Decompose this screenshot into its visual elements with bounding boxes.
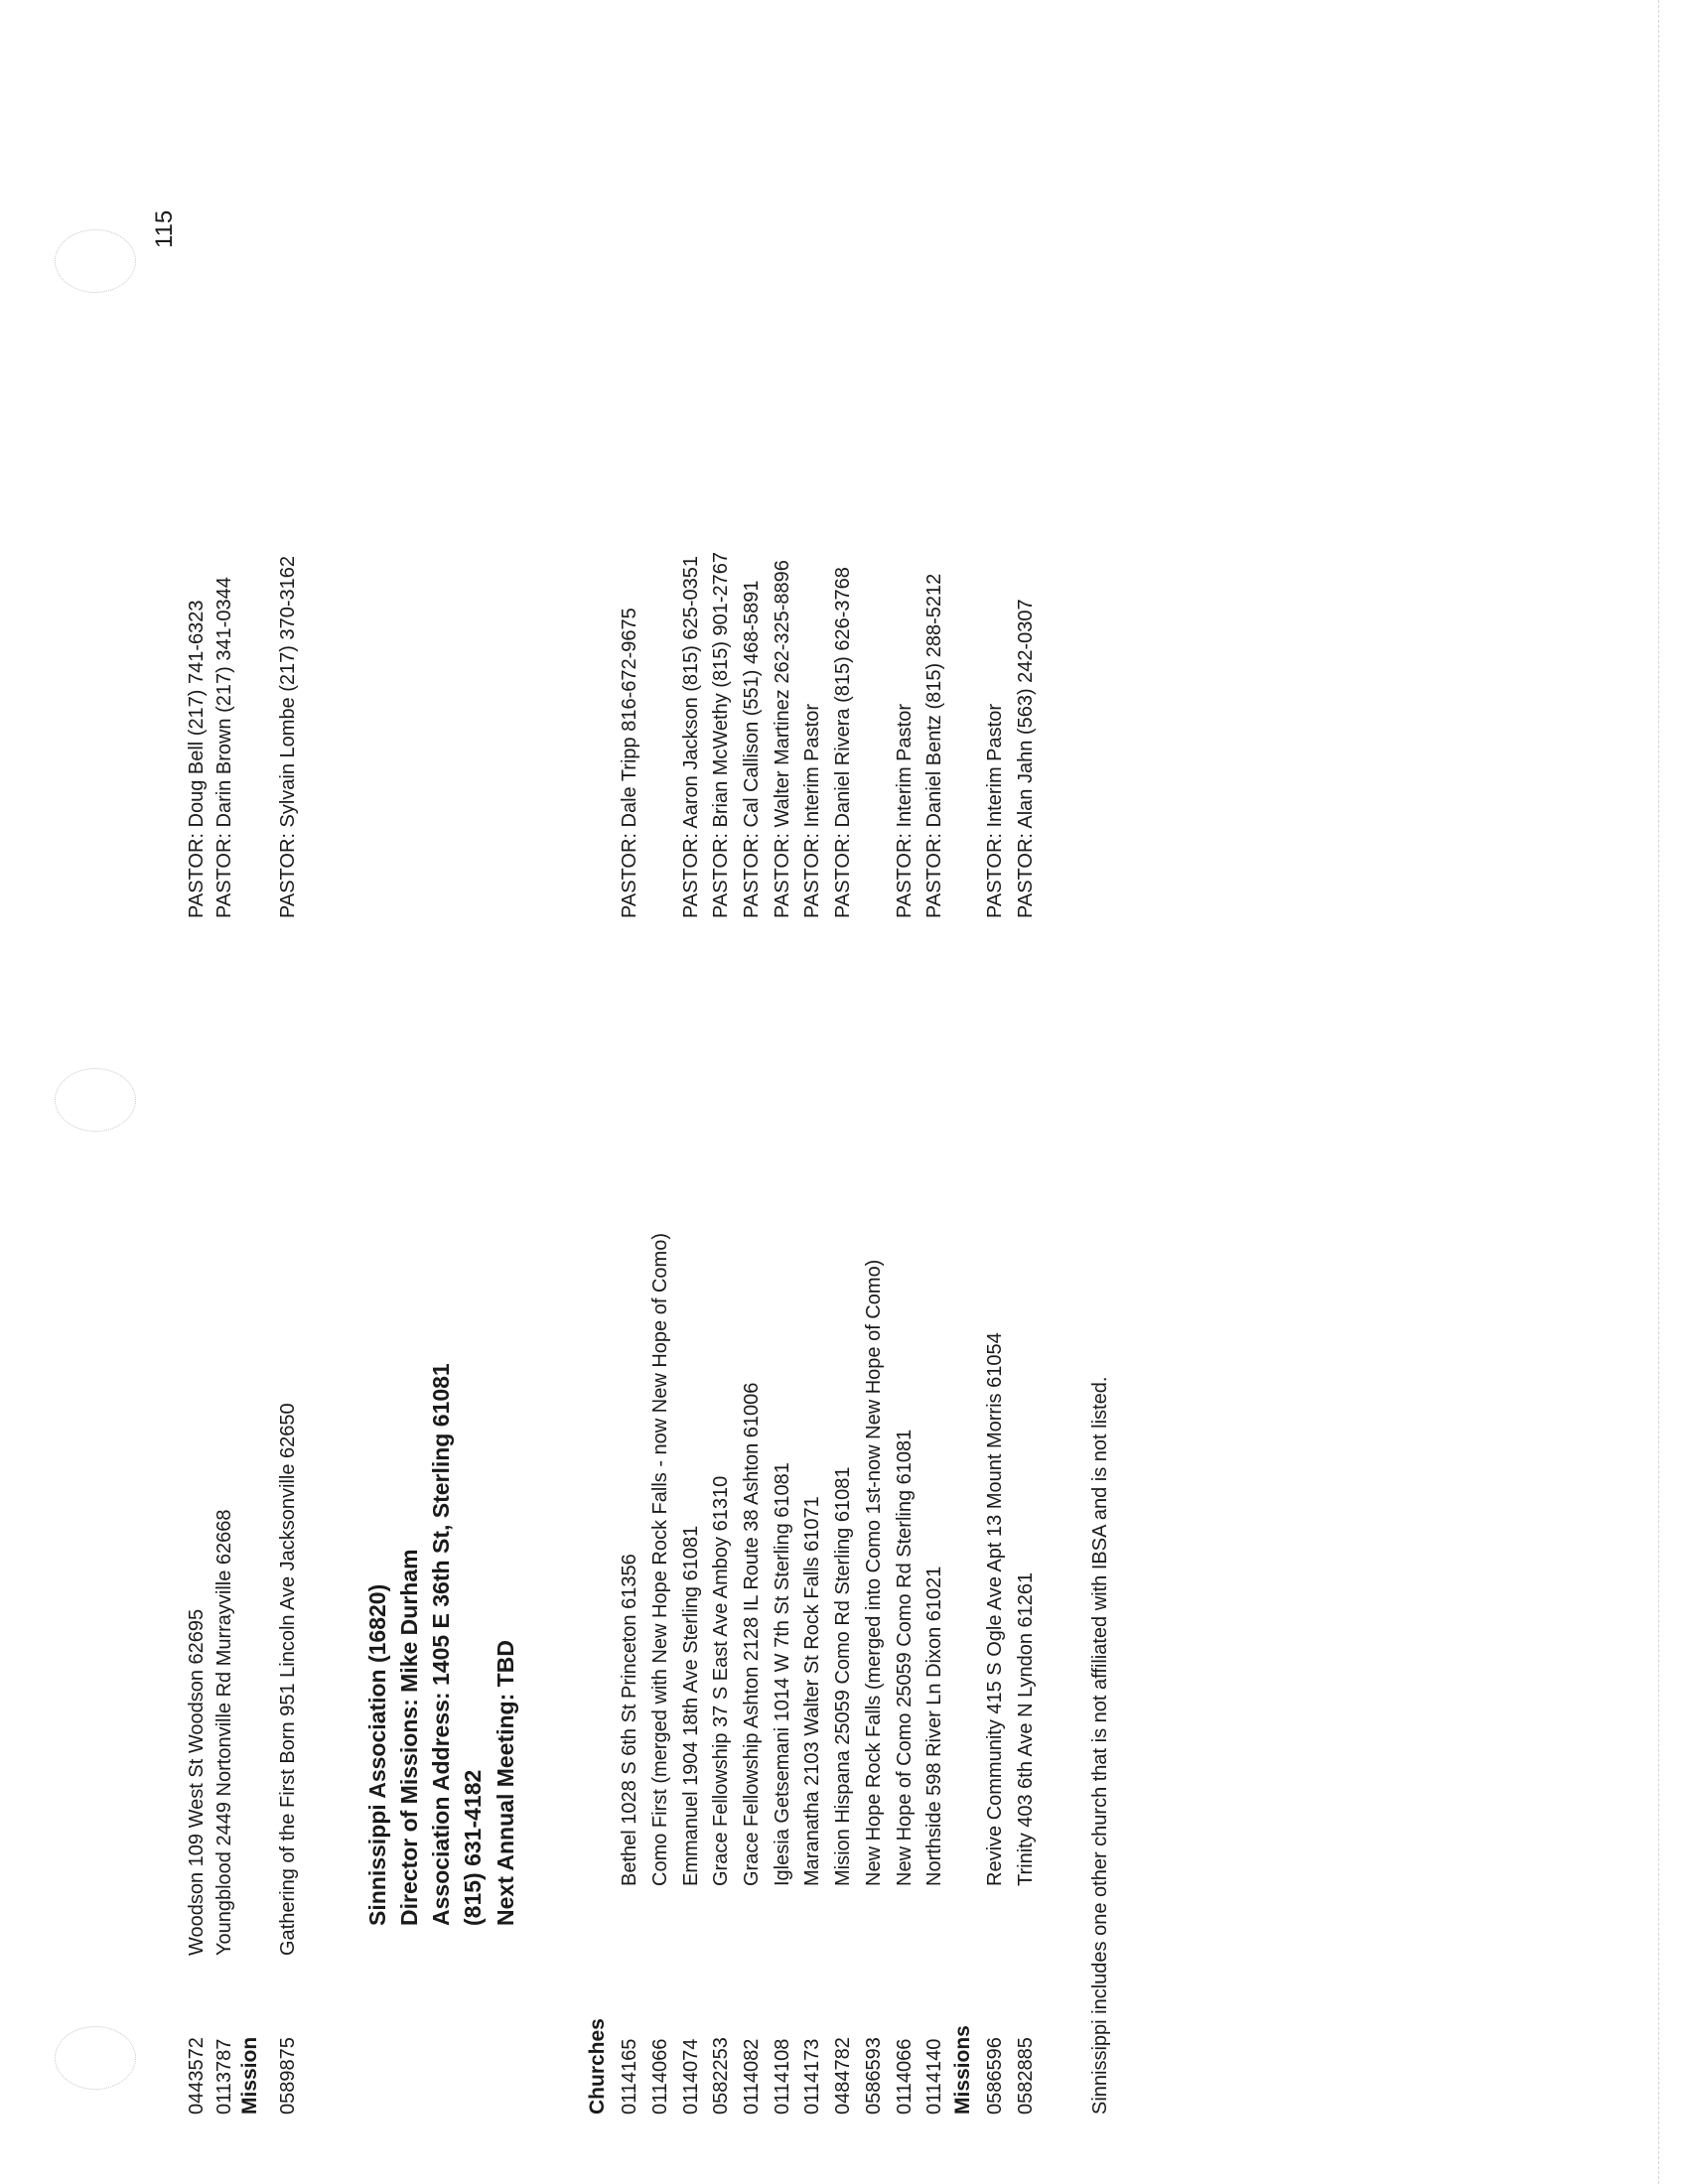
footnote: Sinnissippi includes one other church that is not affiliated with IBSA and is not listed. xyxy=(1089,1376,1111,2115)
church-id: 0114140 xyxy=(923,2038,945,2115)
pastor-info: PASTOR: Darin Brown (217) 341-0344 xyxy=(213,577,235,918)
church-id: 0114074 xyxy=(680,2038,702,2115)
church-name: New Hope of Como 25059 Como Rd Sterling 61081 xyxy=(894,1429,916,1886)
church-name: Woodson 109 West St Woodson 62695 xyxy=(186,1608,208,1956)
mission-name: Revive Community 415 S Ogle Ave Apt 13 Mount Morris 61054 xyxy=(984,1332,1006,1886)
association-name: Sinnissippi Association (16820) xyxy=(364,1583,390,1926)
churches-heading: Churches xyxy=(586,2018,609,2115)
church-id: 0113787 xyxy=(213,2038,235,2115)
pastor-info: PASTOR: Brian McWethy (815) 901-2767 xyxy=(710,551,732,918)
punch-hole-mark xyxy=(55,229,136,293)
pastor-info: PASTOR: Dale Tripp 816-672-9675 xyxy=(619,608,640,918)
pastor-info: PASTOR: Daniel Bentz (815) 288-5212 xyxy=(923,573,945,918)
mission-id: 0589875 xyxy=(277,2037,299,2115)
punch-hole-mark xyxy=(55,2026,136,2090)
church-name: Bethel 1028 S 6th St Princeton 61356 xyxy=(619,1554,640,1886)
pastor-info: PASTOR: Aaron Jackson (815) 625-0351 xyxy=(680,555,702,918)
church-id: 0114066 xyxy=(649,2038,671,2115)
pastor-info: PASTOR: Alan Jahn (563) 242-0307 xyxy=(1015,599,1037,918)
church-name: Como First (merged with New Hope Rock Falls - now New Hope of Como) xyxy=(649,1233,671,1886)
pastor-info: PASTOR: Interim Pastor xyxy=(801,704,823,918)
association-meeting: Next Annual Meeting: TBD xyxy=(493,1640,518,1926)
mission-name: Gathering of the First Born 951 Lincoln Ave Jacksonville 62650 xyxy=(277,1403,299,1956)
church-name: Northside 598 River Ln Dixon 61021 xyxy=(923,1566,945,1886)
church-name: New Hope Rock Falls (merged into Como 1st-now New Hope of Como) xyxy=(863,1259,885,1886)
church-id: 0582253 xyxy=(710,2037,732,2115)
mission-name: Trinity 403 6th Ave N Lyndon 61261 xyxy=(1015,1571,1037,1886)
association-phone: (815) 631-4182 xyxy=(460,1769,486,1926)
church-id: 0586593 xyxy=(863,2037,885,2115)
pastor-info: PASTOR: Daniel Rivera (815) 626-3768 xyxy=(832,567,854,918)
punch-hole-mark xyxy=(55,1068,136,1132)
church-name: Mision Hispana 25059 Como Rd Sterling 61081 xyxy=(832,1466,854,1886)
church-id: 0114066 xyxy=(894,2038,916,2115)
mission-id: 0582885 xyxy=(1015,2037,1037,2115)
page-number: 115 xyxy=(151,209,178,248)
church-name: Maranatha 2103 Walter St Rock Falls 61071 xyxy=(801,1496,823,1886)
missions-heading: Missions xyxy=(951,2025,974,2115)
pastor-info: PASTOR: Cal Callison (551) 468-5891 xyxy=(741,580,763,918)
church-id: 0484782 xyxy=(832,2037,854,2115)
church-name: Grace Fellowship 37 S East Ave Amboy 61310 xyxy=(710,1475,732,1886)
church-id: 0114165 xyxy=(619,2038,640,2115)
pastor-info: PASTOR: Sylvain Lombe (217) 370-3162 xyxy=(277,555,299,918)
church-id: 0114108 xyxy=(772,2038,793,2115)
church-name: Emmanuel 1904 18th Ave Sterling 61081 xyxy=(680,1525,702,1886)
association-director: Director of Missions: Mike Durham xyxy=(396,1549,422,1926)
mission-id: 0586596 xyxy=(984,2037,1006,2115)
church-name: Youngblood 2449 Nortonville Rd Murrayville 62668 xyxy=(213,1509,235,1956)
mission-heading: Mission xyxy=(238,2036,261,2115)
pastor-info: PASTOR: Interim Pastor xyxy=(894,704,916,918)
scan-edge-line xyxy=(1658,0,1659,2184)
pastor-info: PASTOR: Walter Martinez 262-325-8896 xyxy=(772,560,793,918)
church-id: 0114173 xyxy=(801,2038,823,2115)
association-address: Association Address: 1405 E 36th St, Sterling 61081 xyxy=(428,1363,454,1926)
church-name: Grace Fellowship Ashton 2128 IL Route 38 Ashton 61006 xyxy=(741,1382,763,1886)
pastor-info: PASTOR: Doug Bell (217) 741-6323 xyxy=(186,600,208,918)
church-id: 0114082 xyxy=(741,2038,763,2115)
church-name: Iglesia Getsemani 1014 W 7th St Sterling 61081 xyxy=(772,1462,793,1886)
church-id: 0443572 xyxy=(186,2037,208,2115)
pastor-info: PASTOR: Interim Pastor xyxy=(984,704,1006,918)
